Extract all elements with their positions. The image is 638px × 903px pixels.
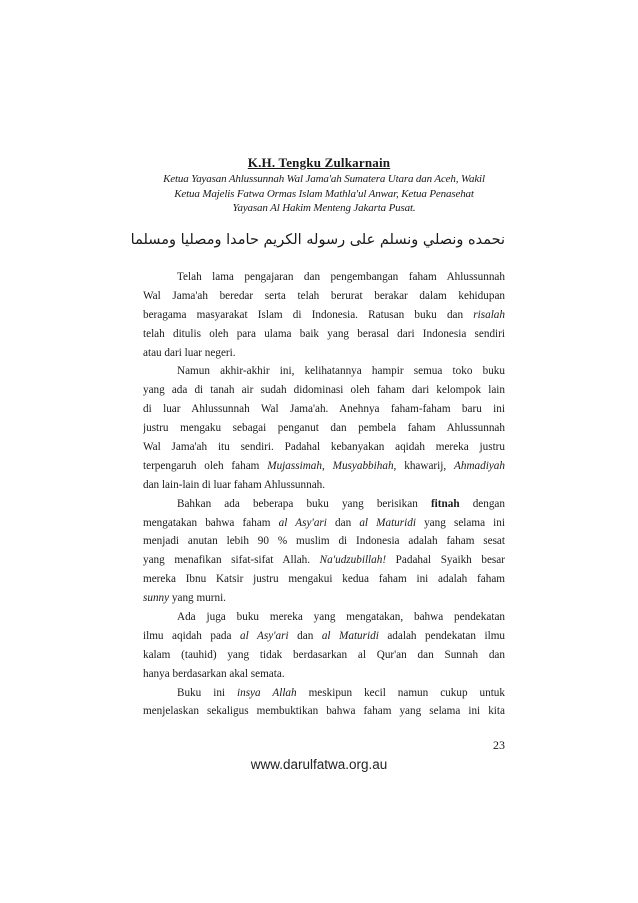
italic-term: Mujassimah	[267, 459, 322, 472]
arabic-opening: نحمده ونصلي ونسلم على رسوله الكريم حامدا ومصليا ومسلما	[130, 232, 505, 248]
text-line	[143, 608, 505, 627]
text-run: Buku ini	[177, 686, 237, 699]
italic-term: al Asy'ari	[278, 516, 327, 529]
text-run: terpengaruh oleh faham	[143, 459, 268, 472]
text-run: ,	[321, 459, 333, 472]
text-line	[143, 627, 505, 646]
bold-term: fitnah	[430, 497, 460, 510]
italic-term: risalah	[473, 308, 505, 321]
text-run: yang ada di tanah air sudah didominasi oleh faham dari kelompok lain	[143, 384, 505, 397]
italic-term: Musyabbihah	[332, 459, 394, 472]
text-line	[143, 532, 505, 551]
text-run: meskipun kecil namun cukup untuk	[296, 686, 505, 699]
website-link[interactable]: www.darulfatwa.org.au	[250, 757, 388, 772]
italic-term: Na'udzubillah!	[319, 554, 387, 567]
text-run: Padahal Syaikh besar	[386, 554, 505, 567]
text-line	[143, 495, 505, 514]
body-text	[143, 268, 505, 721]
text-line	[143, 646, 505, 665]
text-line	[143, 344, 505, 363]
italic-term: al Maturidi	[321, 629, 379, 642]
text-run: di luar Ahlussunnah Wal Jama'ah. Anehnya faham-faham baru ini	[143, 403, 505, 416]
text-run: mereka Ibnu Katsir justru mengakui kedua faham ini adalah faham	[143, 573, 505, 586]
italic-term: al Asy'ari	[240, 629, 289, 642]
text-line	[143, 268, 505, 287]
italic-term: insya Allah	[237, 686, 297, 699]
text-run: , khawarij,	[393, 459, 455, 472]
text-line	[143, 589, 505, 608]
text-run: Ada juga buku mereka yang mengatakan, bahwa pendekatan	[177, 611, 505, 624]
text-run: Wal Jama'ah beredar serta telah berurat berakar dalam kehidupan	[143, 289, 505, 302]
affiliation-line: Ketua Yayasan Ahlussunnah Wal Jama'ah Sumatera Utara dan Aceh, Wakil	[163, 173, 485, 185]
italic-term: Ahmadiyah	[454, 459, 505, 472]
author-affiliation	[143, 172, 505, 216]
text-line	[143, 665, 505, 684]
affiliation-line: Yayasan Al Hakim Menteng Jakarta Pusat.	[232, 202, 416, 215]
text-run: atau dari luar negeri.	[143, 346, 236, 359]
text-run: telah ditulis oleh para ulama baik yang berasal dari Indonesia sendiri	[143, 327, 505, 340]
italic-term: sunny	[143, 592, 170, 605]
text-line	[143, 306, 505, 325]
text-line	[143, 570, 505, 589]
text-run: mengatakan bahwa faham	[143, 516, 279, 529]
text-run: adalah pendekatan ilmu	[378, 629, 505, 642]
affiliation-line: Ketua Majelis Fatwa Ormas Islam Mathla'ul Anwar, Ketua Penasehat	[174, 187, 474, 200]
text-run: yang menafikan sifat-sifat Allah.	[143, 554, 320, 567]
text-run: hanya berdasarkan akal semata.	[143, 667, 285, 680]
text-run: Bahkan ada beberapa buku yang berisikan	[177, 497, 431, 510]
text-line	[143, 381, 505, 400]
text-line	[143, 684, 505, 703]
text-line	[143, 551, 505, 570]
text-line	[143, 514, 505, 533]
text-line	[143, 400, 505, 419]
text-run: dan	[326, 516, 360, 529]
text-run: ilmu aqidah pada	[143, 629, 240, 642]
text-line	[143, 476, 505, 495]
text-run: beragama masyarakat Islam di Indonesia. Ratusan buku dan	[143, 308, 474, 321]
text-run: kalam (tauhid) yang tidak berdasarkan al Qur'an dan Sunnah dan	[143, 648, 505, 661]
text-run: dan lain-lain di luar faham Ahlussunnah.	[143, 478, 326, 491]
text-run: menjelaskan sekaligus membuktikan bahwa faham yang selama ini kita	[143, 705, 505, 718]
page-title: K.H. Tengku Zulkarnain	[247, 155, 391, 170]
text-line	[143, 325, 505, 344]
text-line	[143, 419, 505, 438]
page-number: 23	[493, 738, 505, 752]
text-run: Wal Jama'ah itu sendiri. Padahal kebanyakan aqidah mereka justru	[143, 441, 505, 454]
text-line	[143, 287, 505, 306]
italic-term: al Maturidi	[359, 516, 416, 529]
text-run: menjadi anutan lebih 90 % muslim di Indonesia adalah faham sesat	[143, 535, 505, 548]
text-run: dengan	[459, 497, 505, 510]
text-line	[143, 362, 505, 381]
text-run: Namun akhir-akhir ini, kelihatannya hampir semua toko buku	[177, 365, 505, 378]
text-line	[143, 457, 505, 476]
text-run: Telah lama pengajaran dan pengembangan faham Ahlussunnah	[177, 271, 505, 283]
text-run: justru mengaku sebagai penganut dan pembela faham Ahlussunnah	[143, 422, 505, 435]
text-line	[143, 702, 505, 721]
text-run: dan	[288, 629, 322, 642]
text-run: yang selama ini	[415, 516, 505, 529]
text-line	[143, 438, 505, 457]
text-run: yang murni.	[169, 592, 226, 605]
